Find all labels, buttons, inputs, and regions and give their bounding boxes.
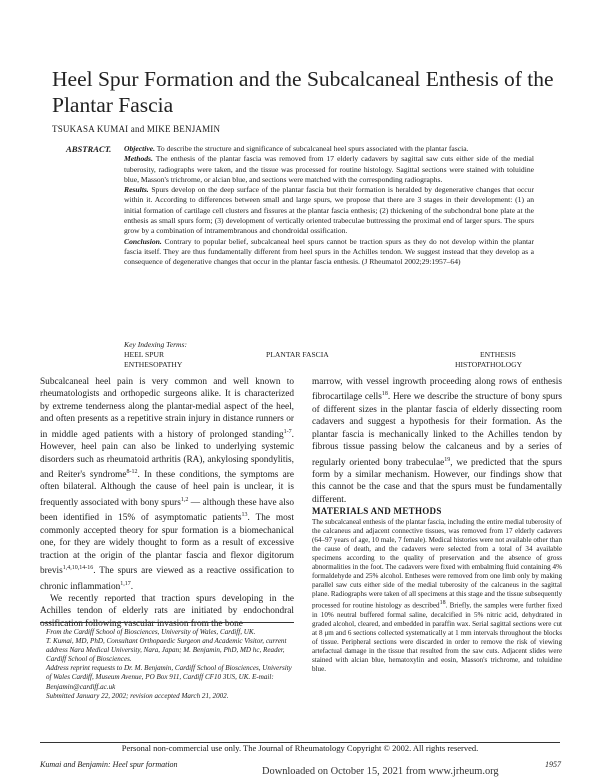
- footnote-rule: [40, 622, 294, 623]
- methods-text: The enthesis of the plantar fascia was removed from 17 elderly cadavers by sagittal saw cuts either side of the medial tuberosity, radiographs were taken, and the tissue was processed for routine histology. Sagittal sections were stained with toluidine blue, Masson's trichrome, or alcian blue, and sections were matched with the corresponding radiographs.: [124, 154, 534, 184]
- section-heading: MATERIALS AND METHODS: [312, 506, 442, 516]
- methods-label: Methods.: [124, 154, 153, 164]
- methods-section: [312, 518, 562, 674]
- authors: TSUKASA KUMAI and MIKE BENJAMIN: [52, 124, 221, 134]
- key-term-3: ENTHESIS: [480, 350, 516, 359]
- affiliation-line-2: T. Kumai, MD, PhD, Consultant Orthopaedic Surgeon and Academic Visitor, current address Nara Medical University, Nara, Japan; M. Benjamin, PhD, MD hc, Reader, Cardiff School of Biosciences.: [46, 637, 287, 664]
- abstract-objective: [124, 144, 534, 154]
- results-label: Results.: [124, 185, 149, 195]
- abstract-methods: [124, 154, 534, 185]
- abstract-conclusion: [124, 237, 534, 268]
- download-notice[interactable]: Downloaded on October 15, 2021 from www.jrheum.org: [262, 766, 499, 777]
- methods-paragraph: The subcalcaneal enthesis of the plantar fascia, including the entire medial tuberosity of the calcaneus and adjacent connective tissues, was removed from 17 elderly cadavers (64–97 years of age, 10 male, 7 female). Medical histories were not available other than the cause of death, and the cadavers were selected from a total of 34 available specimens according to the quality of preservation and the absence of gross abnormalities in the foot. The cadavers were fixed with embalming fluid containing 4% formaldehyde and 25% alcohol. Entheses were removed from one limb only by making parallel saw cuts either side of the medial tuberosity of the calcaneus in the sagittal plane. Radiographs were taken of all specimens at this stage and the tissue subsequently processed for routine histology as described$^{18}$. Briefly, the samples were further fixed in 10% neutral buffered formal saline, decalcified in 5% nitric acid, dehydrated in graded alcohol, cleared, and embedded in paraffin wax. Serial sagittal sections were cut at 8 μm and 6 sections collected systematically at 1 mm intervals throughout the blocks of tissue. Peripheral sections were discarded in order to remove the risk of viewing artefactual damage in the tissue that resulted from the saw cuts. Adjacent slides were stained with alcian blue, hematoxylin and eosin, Masson's trichrome, and toluidine blue.: [312, 518, 562, 674]
- key-term-5: HISTOPATHOLOGY: [455, 360, 523, 369]
- results-text: Spurs develop on the deep surface of the plantar fascia but their formation is heralded by degenerative changes that occur within it. According to differences between small and large spurs, we propose that there are 3 stages in their development: (1) an initial formation of cartilage cell clusters and fissures at the plantar fascia enthesis; (2) thickening of the subchondral bone plate at the enthesis as small spurs form; (3) development of vertically oriented trabeculae buttressing the proximal end of larger spurs. The spurs grow by a combination of intramembranous and chondroidal ossification.: [124, 185, 534, 236]
- abstract-body: [124, 144, 534, 268]
- affiliation-line-1: From the Cardiff School of Biosciences, University of Wales, Cardiff, UK.: [46, 628, 256, 636]
- intro-continued: marrow, with vessel ingrowth proceeding along rows of enthesis fibrocartilage cells$^{18}$. Here we describe the structure of bony spurs of different sizes in the plantar fascia of elderly dissecting room cadavers and suggest a hypothesis for their formation. As the plantar fascia is mechanically linked to the Achilles tendon by fibrous tissue passing below the calcaneus and by a series of regularly oriented bony trabeculae$^{19}$, we predicted that the spurs form by a similar mechanism. However, our findings show that this cannot be the case and that the spurs must be fundamentally different.: [312, 377, 562, 505]
- intro-paragraph-1: Subcalcaneal heel pain is very common and well known to rheumatologists and orthopedic surgeons alike. It is characterized by extreme tenderness along the plantar-medial aspect of the heel, and often presents as a repetitive strain injury in distance runners or in middle aged patients with a history of prolonged standing$^{1-7}$. However, heel pain can also be linked to underlying systemic disorders such as rheumatoid arthritis (RA), ankylosing spondylitis, and Reiter's syndrome$^{8-12}$. In these conditions, the symptoms are often bilateral. Although the cause of heel pain is unclear, it is frequently associated with bony spurs$^{1,2}$ — although these have also been identified in 15% of asymptomatic patients$^{13}$. The most commonly accepted theory for spur formation is a biomechanical one, for they are widely thought to form as a result of excessive traction at the origin of the plantar fascia and flexor digitorum brevis$^{1,4,10,14-16}$. The spurs are viewed as a reactive ossification to chronic inflammation$^{1,17}$.: [40, 377, 294, 592]
- affiliations: [46, 628, 296, 701]
- key-term-2: PLANTAR FASCIA: [266, 350, 329, 359]
- objective-label: Objective.: [124, 144, 155, 153]
- affiliation-line-4: Submitted January 22, 2002; revision accepted March 21, 2002.: [46, 691, 229, 700]
- conclusion-text: Contrary to popular belief, subcalcaneal heel spurs cannot be traction spurs as they do not develop within the plantar fascia itself. They are thus fundamentally different from heel spurs in the Achilles tendon. We suggest instead that they develop as a consequence of degenerative changes that occur in the plantar fascia enthesis. (J Rheumatol 2002;29:1957–64): [124, 236, 535, 267]
- key-term-1: HEEL SPUR: [124, 350, 165, 359]
- key-terms-label: Key Indexing Terms:: [124, 340, 187, 349]
- left-column: [40, 376, 294, 630]
- right-column-intro: [312, 376, 562, 506]
- abstract-results: [124, 185, 534, 236]
- affiliation-line-3: Address reprint requests to Dr. M. Benjamin, Cardiff School of Biosciences, University of Wales Cardiff, Museum Avenue, PO Box 911, Cardiff CF10 3US, UK. E-mail: Benjamin@cardiff.ac.uk: [46, 664, 292, 691]
- key-term-4: ENTHESOPATHY: [124, 360, 183, 369]
- abstract-label: ABSTRACT.: [66, 144, 112, 154]
- running-footer: Kumai and Benjamin: Heel spur formation: [40, 760, 178, 769]
- intro-paragraph-2: We recently reported that traction spurs developing in the Achilles tendon of elderly rats are initiated by endochondral ossification following vascular invasion from the bone: [40, 594, 294, 629]
- page-number: 1957: [545, 760, 561, 769]
- copyright-notice: Personal non-commercial use only. The Journal of Rheumatology Copyright © 2002. All rights reserved.: [121, 743, 479, 753]
- objective-text: To describe the structure and significance of subcalcaneal heel spurs associated with the plantar fascia.: [156, 144, 469, 153]
- article-title: Heel Spur Formation and the Subcalcaneal Enthesis of the Plantar Fascia: [52, 67, 554, 117]
- conclusion-label: Conclusion.: [124, 236, 162, 246]
